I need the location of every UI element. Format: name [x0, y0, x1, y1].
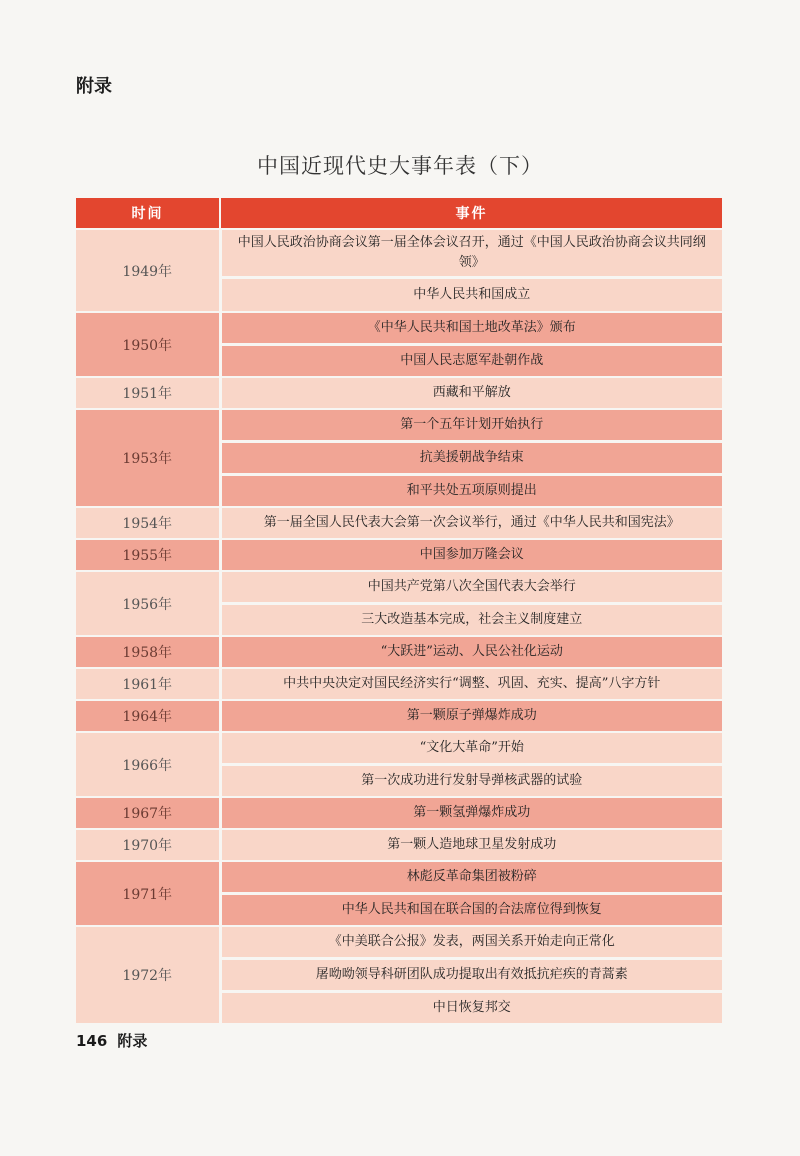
page-number: 146 [76, 1032, 108, 1050]
year-cell: 1958年 [76, 636, 220, 668]
year-cell: 1953年 [76, 409, 220, 507]
event-cell: 三大改造基本完成，社会主义制度建立 [220, 604, 722, 637]
table-row [76, 732, 722, 765]
table-row [76, 571, 722, 604]
year-group [76, 700, 722, 732]
year-group [76, 797, 722, 829]
year-group [76, 409, 722, 507]
table-row [76, 312, 722, 345]
year-group [76, 571, 722, 636]
year-group [76, 377, 722, 409]
year-group [76, 312, 722, 377]
year-group [76, 732, 722, 797]
event-cell: 中华人民共和国成立 [220, 278, 722, 313]
event-cell: 《中美联合公报》发表，两国关系开始走向正常化 [220, 926, 722, 959]
table-row [76, 861, 722, 894]
event-cell: 和平共处五项原则提出 [220, 475, 722, 508]
event-cell: 第一个五年计划开始执行 [220, 409, 722, 442]
year-cell: 1949年 [76, 229, 220, 312]
table-row [76, 507, 722, 539]
table-row [76, 539, 722, 571]
year-cell: 1956年 [76, 571, 220, 636]
event-cell: 第一颗人造地球卫星发射成功 [220, 829, 722, 861]
year-group [76, 861, 722, 926]
year-cell: 1966年 [76, 732, 220, 797]
year-group [76, 668, 722, 700]
year-group [76, 926, 722, 1023]
event-cell: 林彪反革命集团被粉碎 [220, 861, 722, 894]
event-cell: 中国参加万隆会议 [220, 539, 722, 571]
year-cell: 1971年 [76, 861, 220, 926]
event-cell: 第一颗原子弹爆炸成功 [220, 700, 722, 732]
year-group [76, 229, 722, 312]
event-cell: 屠呦呦领导科研团队成功提取出有效抵抗疟疾的青蒿素 [220, 959, 722, 992]
table-row [76, 668, 722, 700]
year-cell: 1955年 [76, 539, 220, 571]
year-cell: 1950年 [76, 312, 220, 377]
event-cell: 抗美援朝战争结束 [220, 442, 722, 475]
year-group [76, 539, 722, 571]
year-cell: 1951年 [76, 377, 220, 409]
event-cell: “文化大革命”开始 [220, 732, 722, 765]
event-cell: 第一颗氢弹爆炸成功 [220, 797, 722, 829]
page-footer [76, 1030, 157, 1051]
year-cell: 1964年 [76, 700, 220, 732]
year-cell: 1967年 [76, 797, 220, 829]
section-label: 附录 [76, 76, 112, 97]
page-title: 中国近现代史大事年表（下） [257, 154, 543, 178]
year-cell: 1961年 [76, 668, 220, 700]
year-group [76, 636, 722, 668]
chronology-table [76, 198, 722, 1023]
table-row [76, 377, 722, 409]
event-cell: 中共中央决定对国民经济实行“调整、巩固、充实、提高”八字方针 [220, 668, 722, 700]
table-row [76, 229, 722, 278]
table-row [76, 926, 722, 959]
table-row [76, 636, 722, 668]
event-cell: 中日恢复邦交 [220, 992, 722, 1024]
year-cell: 1972年 [76, 926, 220, 1023]
year-group [76, 829, 722, 861]
table-row [76, 797, 722, 829]
event-cell: 《中华人民共和国土地改革法》颁布 [220, 312, 722, 345]
event-cell: 中华人民共和国在联合国的合法席位得到恢复 [220, 894, 722, 927]
column-header-event: 事件 [220, 198, 722, 229]
table-row [76, 700, 722, 732]
footer-label: 附录 [117, 1032, 148, 1050]
year-cell: 1970年 [76, 829, 220, 861]
column-header-time: 时间 [76, 198, 220, 229]
table-row [76, 829, 722, 861]
event-cell: 中国共产党第八次全国代表大会举行 [220, 571, 722, 604]
event-cell: 中国人民政治协商会议第一届全体会议召开，通过《中国人民政治协商会议共同纲领》 [220, 229, 722, 278]
event-cell: 中国人民志愿军赴朝作战 [220, 345, 722, 378]
year-group [76, 507, 722, 539]
table-row [76, 409, 722, 442]
event-cell: 第一届全国人民代表大会第一次会议举行，通过《中华人民共和国宪法》 [220, 507, 722, 539]
event-cell: “大跃进”运动、人民公社化运动 [220, 636, 722, 668]
event-cell: 西藏和平解放 [220, 377, 722, 409]
year-cell: 1954年 [76, 507, 220, 539]
event-cell: 第一次成功进行发射导弹核武器的试验 [220, 765, 722, 798]
